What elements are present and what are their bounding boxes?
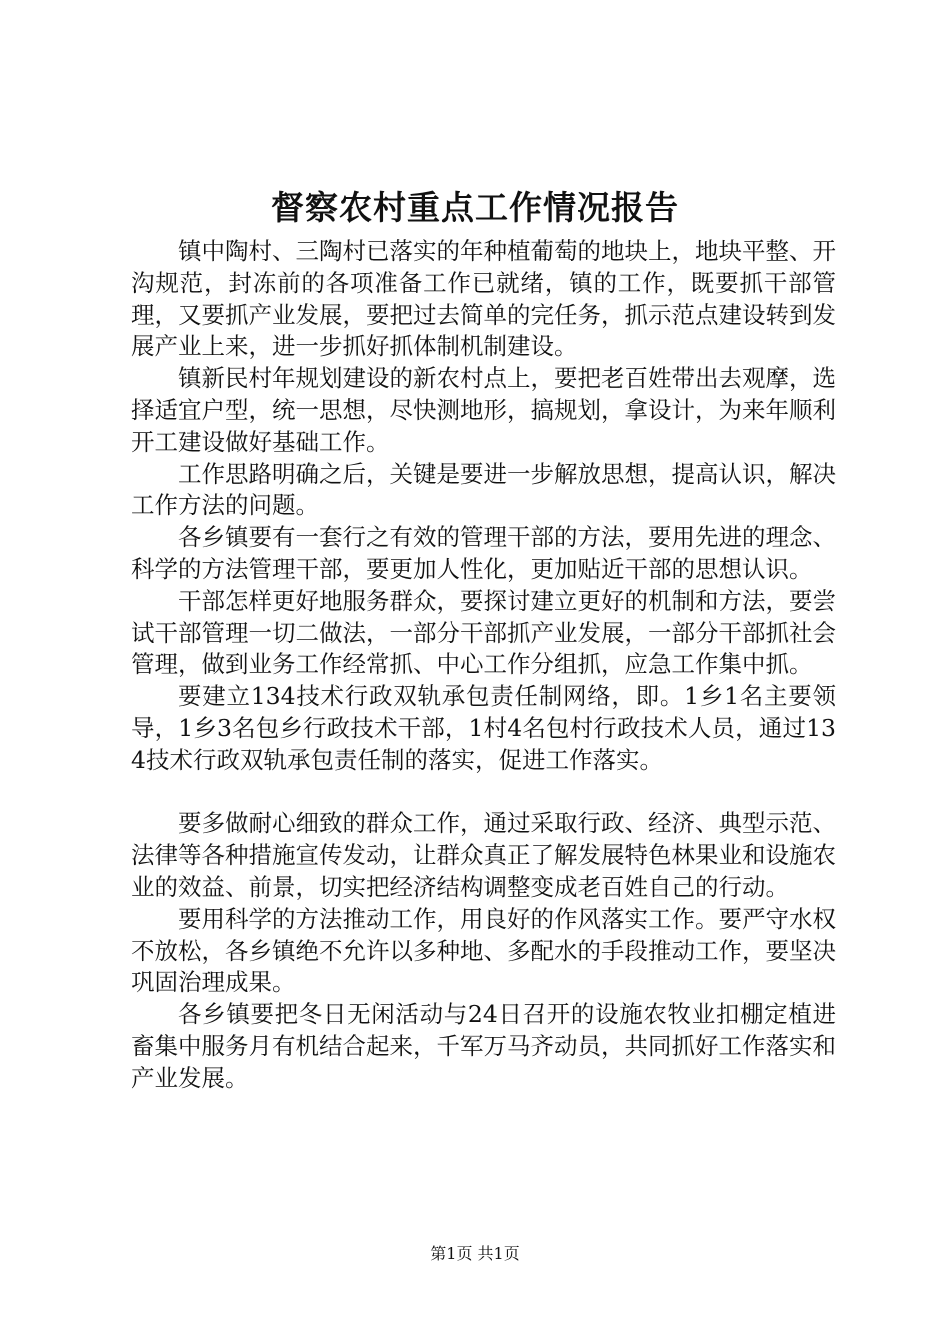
document-title: 督察农村重点工作情况报告 <box>271 188 679 227</box>
paragraph-8: 要用科学的方法推动工作，用良好的作风落实工作。要严守水权不放松，各乡镇绝不允许以多种地、多配水的手段推动工作，要坚决巩固治理成果。 <box>131 904 836 997</box>
paragraph-2: 镇新民村年规划建设的新农村点上，要把老百姓带出去观摩，选择适宜户型，统一思想，尽快测地形，搞规划，拿设计，为来年顺利开工建设做好基础工作。 <box>131 364 836 456</box>
paragraph-7: 要多做耐心细致的群众工作，通过采取行政、经济、典型示范、法律等各种措施宣传发动，让群众真正了解发展特色林果业和设施农业的效益、前景，切实把经济结构调整变成老百姓自己的行动。 <box>131 809 836 901</box>
document-body <box>131 236 836 1095</box>
paragraph-3: 工作思路明确之后，关键是要进一步解放思想，提高认识，解决工作方法的问题。 <box>131 459 836 520</box>
paragraph-4: 各乡镇要有一套行之有效的管理干部的方法，要用先进的理念、科学的方法管理干部，要更加人性化，更加贴近干部的思想认识。 <box>131 523 836 583</box>
page-footer: 第1页 共1页 <box>430 1244 520 1263</box>
paragraph-5: 干部怎样更好地服务群众，要探讨建立更好的机制和方法，要尝试干部管理一切二做法，一部分干部抓产业发展，一部分干部抓社会管理，做到业务工作经常抓、中心工作分组抓，应急工作集中抓。 <box>131 586 836 679</box>
paragraph-6: 要建立134技术行政双轨承包责任制网络，即。1乡1名主要领导，1乡3名包乡行政技术干部，1村4名包村行政技术人员，通过134技术行政双轨承包责任制的落实，促进工作落实。 <box>131 682 836 774</box>
paragraph-9: 各乡镇要把冬日无闲活动与24日召开的设施农牧业扣棚定植进畜集中服务月有机结合起来，千军万马齐动员，共同抓好工作落实和产业发展。 <box>131 1000 836 1092</box>
paragraph-gap <box>131 777 836 809</box>
paragraph-1: 镇中陶村、三陶村已落实的年种植葡萄的地块上，地块平整、开沟规范，封冻前的各项准备工作已就绪，镇的工作，既要抓干部管理，又要抓产业发展，要把过去简单的完任务，抓示范点建设转到发展产业上来，进一步抓好抓体制机制建设。 <box>131 237 836 361</box>
